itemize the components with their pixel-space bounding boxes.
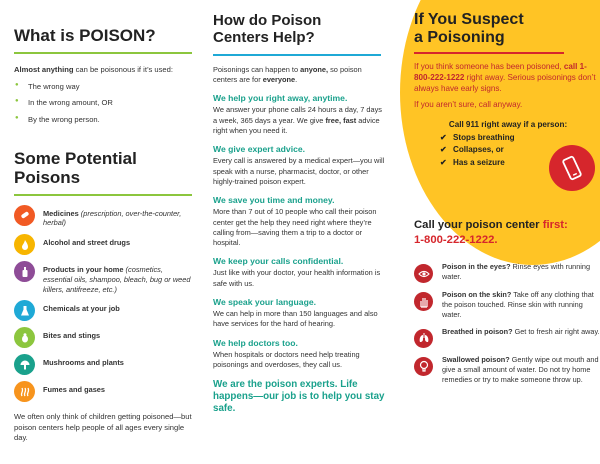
how-help-intro: Poisonings can happen to anyone, so poison centers are for everyone. (213, 64, 362, 84)
what-is-poison-title: What is POISON? (14, 26, 156, 45)
pill-icon (14, 205, 35, 226)
help-section (213, 338, 388, 371)
first-aid-breathed: Breathed in poison? Get to fresh air right away. (414, 327, 600, 348)
how-help-title: How do Poison Centers Help? (213, 12, 322, 46)
first-aid-skin: Poison on the skin? Take off any clothing that the poison touched. Rinse skin with running water. (414, 290, 600, 320)
hotline-number: 1-800-222-1222. (414, 233, 498, 246)
check-item: ✔ Stops breathing (440, 132, 600, 145)
first-aid-eyes: Poison in the eyes? Rinse eyes with running water. (414, 262, 600, 283)
call-anyway-text: If you aren’t sure, call anyway. (414, 100, 523, 110)
flame-icon (14, 234, 35, 255)
section-body: More than 7 out of 10 people who call their poison center get the help they need right where they’re calling from—saving them a trip to a doctor or hospital. (213, 207, 377, 247)
section-title: We give expert advice. (213, 144, 306, 154)
blue-divider (213, 54, 381, 56)
poison-item-chemicals: Chemicals at your job (14, 300, 192, 321)
help-section (213, 93, 388, 136)
phone-icon (549, 145, 595, 191)
bug-icon (14, 327, 35, 348)
suspect-title: If You Suspect a Poisoning (414, 11, 524, 46)
help-section (213, 144, 388, 187)
potential-poisons-list (14, 205, 192, 403)
column-how-centers-help (213, 0, 388, 464)
bottle-icon (14, 261, 35, 282)
bullet-item: ● In the wrong amount, OR (14, 94, 192, 111)
green-divider (14, 52, 192, 54)
poison-item-alcohol: Alcohol and street drugs (14, 234, 192, 255)
first-aid-swallowed: Swallowed poison? Gently wipe out mouth and give a small amount of water. Do not try home remedies or try to make someone throw up. (414, 355, 600, 385)
section-body: We can help in more than 150 languages and also have services for the hard of hearing. (213, 309, 378, 329)
poison-bullets (14, 78, 192, 129)
what-is-poison-intro: Almost anything can be poisonous if it’s used: (14, 64, 173, 74)
column-what-is-poison (14, 0, 192, 464)
flask-icon (14, 300, 35, 321)
bullet-item: ● By the wrong person. (14, 111, 192, 128)
head-icon (414, 357, 433, 376)
poison-item-bites: Bites and stings (14, 327, 192, 348)
mushroom-icon (14, 354, 35, 375)
help-section (213, 195, 388, 248)
red-divider (414, 52, 564, 54)
check-item: ✔ Collapses, or (440, 144, 600, 157)
children-note: We often only think of children getting poisoned—but poison centers help people of all ages every single day. (14, 412, 192, 442)
section-title: We keep your calls confidential. (213, 256, 344, 267)
green-divider (14, 194, 192, 196)
lungs-icon (414, 329, 433, 348)
poison-item-fumes: Fumes and gases (14, 381, 192, 402)
eye-icon (414, 264, 433, 283)
call-911-heading: Call 911 right away if a person: (448, 119, 568, 129)
first-aid-list (414, 262, 600, 392)
section-body: When hospitals or doctors need help treating poisonings and overdoses, they call us. (213, 349, 360, 370)
section-title: We help you right away, anytime. (213, 93, 348, 104)
section-body: Every call is answered by a medical expert—you will speak with a nurse, pharmacist, doctor, or other highly-trained poison expert. (213, 156, 385, 186)
poison-item-household: Products in your home (cosmetics, essential oils, shampoo, bleach, bug or weed killers, antifreeze, etc.) (14, 261, 192, 294)
help-section (213, 256, 388, 289)
poison-item-mushrooms: Mushrooms and plants (14, 354, 192, 375)
potential-poisons-title: Some Potential Poisons (14, 149, 137, 187)
section-body: Just like with your doctor, your health information is safe with us. (213, 268, 381, 288)
section-title: We speak your language. (213, 296, 316, 307)
section-title: We save you time and money. (213, 194, 335, 205)
column-suspect-poisoning (400, 0, 600, 464)
section-title: We help doctors too. (213, 337, 298, 348)
fumes-icon (14, 381, 35, 402)
bullet-item: ● The wrong way (14, 78, 192, 95)
help-section (213, 297, 388, 330)
poison-item-medicines: Medicines (prescription, over-the-counter, herbal) (14, 205, 192, 229)
poison-experts-tagline: We are the poison experts. Life happens—our job is to help you stay safe. (213, 379, 385, 415)
hand-icon (414, 292, 433, 311)
check-item: ✔ Has a seizure (440, 157, 600, 170)
section-body: We answer your phone calls 24 hours a day, 7 days a week, 365 days a year. We give free, fast advice right when you need it. (213, 105, 382, 135)
suspect-instructions: If you think someone has been poisoned, call 1-800-222-1222 right away. Serious poisonings don’t always have early signs. (414, 62, 596, 93)
call-center-heading: Call your poison center first: 1-800-222-1222. (414, 219, 568, 246)
